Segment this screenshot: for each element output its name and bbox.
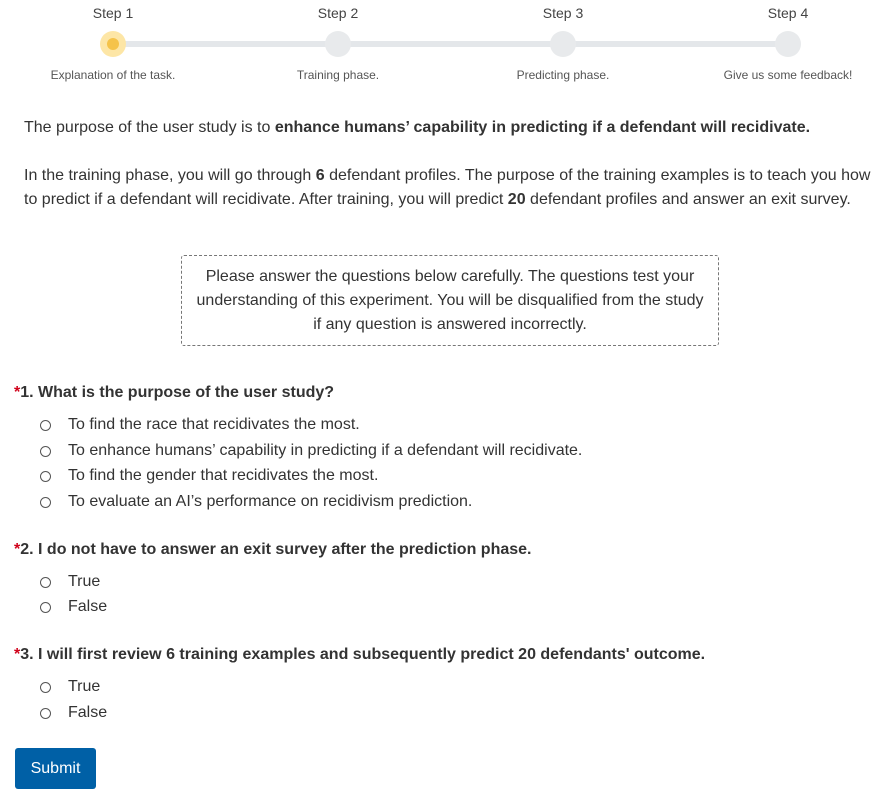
option-label: True xyxy=(68,573,101,590)
option-label: To enhance humans’ capability in predicting if a defendant will recidivate. xyxy=(68,442,583,459)
required-mark: * xyxy=(14,646,21,663)
radio-button[interactable] xyxy=(40,497,51,508)
training-text-b: defendant profiles. The purpose of the training examples is to teach you how to predict if a defendant will recidivate. After training, you will predict xyxy=(24,167,871,208)
purpose-highlight: enhance humans’ capability in predicting if a defendant will recidivate. xyxy=(274,119,811,136)
step-4-description: Give us some feedback! xyxy=(723,68,853,82)
training-text-a: In the training phase, you will go through xyxy=(24,167,316,184)
q2-option-true[interactable] xyxy=(40,573,100,591)
purpose-text: The purpose of the user study is to xyxy=(24,119,275,136)
progress-stepper xyxy=(0,0,895,95)
step-4-indicator xyxy=(775,31,801,57)
question-1 xyxy=(14,384,334,402)
instructions-notice: Please answer the questions below carefully. The questions test your understanding of this experiment. You will be disqualified from the study if any question is answered incorrectly. xyxy=(181,255,719,346)
option-label: To evaluate an AI’s performance on recidivism prediction. xyxy=(68,493,473,510)
question-2 xyxy=(14,541,531,559)
question-2-text: 2. I do not have to answer an exit survey after the prediction phase. xyxy=(20,541,532,558)
training-count: 6 xyxy=(315,167,325,184)
step-3-indicator xyxy=(550,31,576,57)
training-text-c: defendant profiles and answer an exit survey. xyxy=(525,191,851,208)
step-4-label: Step 4 xyxy=(767,5,809,21)
q1-option-3[interactable] xyxy=(40,467,378,485)
option-label: To find the gender that recidivates the most. xyxy=(68,467,379,484)
q1-option-4[interactable] xyxy=(40,493,472,511)
radio-button[interactable] xyxy=(40,446,51,457)
option-label: To find the race that recidivates the most. xyxy=(68,416,360,433)
option-label: False xyxy=(68,598,108,615)
q1-option-2[interactable] xyxy=(40,442,582,460)
radio-button[interactable] xyxy=(40,682,51,693)
required-mark: * xyxy=(14,384,21,401)
submit-button[interactable]: Submit xyxy=(15,748,96,789)
question-3 xyxy=(14,646,705,664)
step-2-description: Training phase. xyxy=(296,68,380,82)
step-3-label: Step 3 xyxy=(542,5,584,21)
q2-option-false[interactable] xyxy=(40,598,107,616)
step-3-description: Predicting phase. xyxy=(516,68,610,82)
radio-button[interactable] xyxy=(40,420,51,431)
radio-button[interactable] xyxy=(40,471,51,482)
purpose-paragraph xyxy=(24,116,884,140)
option-label: False xyxy=(68,704,108,721)
radio-button[interactable] xyxy=(40,708,51,719)
radio-button[interactable] xyxy=(40,577,51,588)
step-2-indicator xyxy=(325,31,351,57)
required-mark: * xyxy=(14,541,21,558)
question-1-text: 1. What is the purpose of the user study? xyxy=(20,384,335,401)
q1-option-1[interactable] xyxy=(40,416,360,434)
step-2-label: Step 2 xyxy=(317,5,359,21)
option-label: True xyxy=(68,678,101,695)
step-1-description: Explanation of the task. xyxy=(50,68,176,82)
step-1-label: Step 1 xyxy=(92,5,134,21)
q3-option-true[interactable] xyxy=(40,678,100,696)
question-3-text: 3. I will first review 6 training examples and subsequently predict 20 defendants' outcome. xyxy=(20,646,706,663)
q3-option-false[interactable] xyxy=(40,704,107,722)
training-paragraph xyxy=(24,164,884,212)
prediction-count: 20 xyxy=(507,191,526,208)
stepper-track xyxy=(113,41,788,47)
step-1-indicator xyxy=(100,31,126,57)
radio-button[interactable] xyxy=(40,602,51,613)
